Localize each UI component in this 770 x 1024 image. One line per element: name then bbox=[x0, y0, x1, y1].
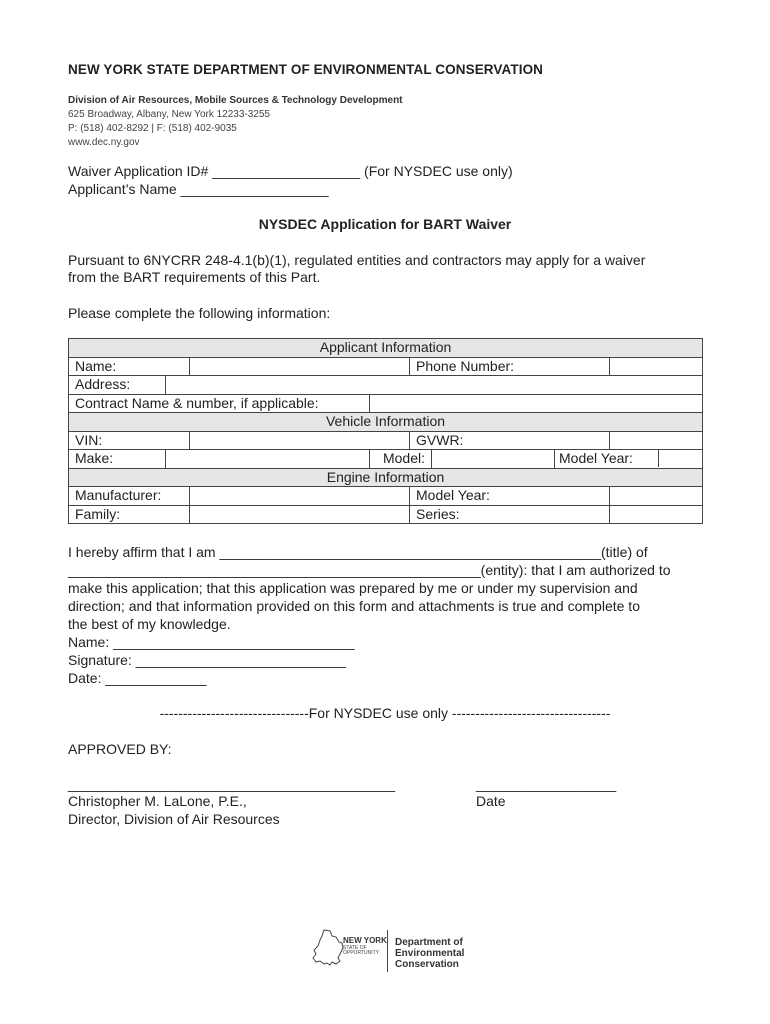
phone-fax: P: (518) 402-8292 | F: (518) 402-9035 bbox=[68, 123, 237, 134]
street-address: 625 Broadway, Albany, New York 12233-3255 bbox=[68, 109, 270, 120]
contract-label: Contract Name & number, if applicable: bbox=[69, 394, 370, 413]
pursuant-line-2: from the BART requirements of this Part. bbox=[68, 269, 321, 285]
dept-line-1: Department of bbox=[395, 937, 463, 948]
engine-info-header: Engine Information bbox=[69, 468, 703, 487]
division-name: Division of Air Resources, Mobile Sources & Technology Development bbox=[68, 95, 403, 106]
ny-tagline-1: STATE OF bbox=[343, 945, 367, 951]
affirmation bbox=[68, 543, 702, 687]
website: www.dec.ny.gov bbox=[68, 137, 140, 148]
signer-name: Christopher M. LaLone, P.E., bbox=[68, 793, 247, 809]
family-field[interactable] bbox=[190, 505, 410, 524]
engine-model-year-field[interactable] bbox=[610, 487, 703, 506]
affirm-line-5: the best of my knowledge. bbox=[68, 616, 231, 632]
approved-by-label: APPROVED BY: bbox=[68, 741, 172, 757]
series-label: Series: bbox=[410, 505, 610, 524]
signer-title: Director, Division of Air Resources bbox=[68, 811, 280, 827]
phone-field[interactable] bbox=[610, 357, 703, 376]
dept-line-2: Environmental bbox=[395, 948, 465, 959]
dept-line-3: Conservation bbox=[395, 959, 459, 970]
affirm-name-line[interactable]: Name: _______________________________ bbox=[68, 634, 355, 650]
affirm-line-1: I hereby affirm that I am _________________________________________________(title) of bbox=[68, 544, 648, 560]
contract-field[interactable] bbox=[370, 394, 703, 413]
new-york-state-map-logo bbox=[310, 928, 346, 968]
address-label: Address: bbox=[69, 376, 166, 395]
engine-model-year-label: Model Year: bbox=[410, 487, 610, 506]
applicant-info-header: Applicant Information bbox=[69, 339, 703, 358]
waiver-id-line: Waiver Application ID# ___________________ (For NYSDEC use only) bbox=[68, 163, 513, 179]
logo-divider bbox=[387, 930, 388, 972]
form-title: NYSDEC Application for BART Waiver bbox=[258, 216, 512, 232]
series-field[interactable] bbox=[610, 505, 703, 524]
gvwr-field[interactable] bbox=[610, 431, 703, 450]
affirm-line-4: direction; and that information provided on this form and attachments is true and complete to bbox=[68, 598, 640, 614]
pursuant-line-1: Pursuant to 6NYCRR 248-4.1(b)(1), regulated entities and contractors may apply for a waiver bbox=[68, 252, 646, 268]
affirm-line-2: _____________________________________________________(entity): that I am authorized to bbox=[68, 562, 671, 578]
dept-wordmark bbox=[395, 937, 464, 970]
affirm-date-line[interactable]: Date: _____________ bbox=[68, 670, 207, 686]
affirm-line-3: make this application; that this application was prepared by me or under my supervision and bbox=[68, 580, 638, 596]
ny-tagline-2: OPPORTUNITY bbox=[343, 950, 380, 956]
vin-label: VIN: bbox=[69, 431, 190, 450]
information-table bbox=[68, 338, 703, 524]
model-field[interactable] bbox=[432, 450, 555, 469]
approver-signature-line: __________________________________________ bbox=[68, 776, 396, 792]
vehicle-model-year-field[interactable] bbox=[659, 450, 702, 467]
name-label: Name: bbox=[69, 357, 190, 376]
manufacturer-field[interactable] bbox=[190, 487, 410, 506]
agency-name: NEW YORK STATE DEPARTMENT OF ENVIRONMENTAL CONSERVATION bbox=[68, 62, 544, 77]
date-label: Date bbox=[476, 793, 506, 809]
vin-field[interactable] bbox=[190, 431, 410, 450]
address-field[interactable] bbox=[166, 376, 703, 395]
family-label: Family: bbox=[69, 505, 190, 524]
instructions: Please complete the following information: bbox=[68, 305, 331, 321]
ny-wordmark: NEW YORK bbox=[343, 936, 387, 945]
make-label: Make: bbox=[69, 450, 166, 469]
approval-date-line: __________________ bbox=[476, 776, 617, 792]
affirm-signature-line[interactable]: Signature: ___________________________ bbox=[68, 652, 346, 668]
name-field[interactable] bbox=[190, 357, 410, 376]
model-label: Model: bbox=[370, 450, 432, 469]
manufacturer-label: Manufacturer: bbox=[69, 487, 190, 506]
office-use-separator: --------------------------------For NYSDEC use only ---------------------------------- bbox=[159, 705, 611, 721]
phone-label: Phone Number: bbox=[410, 357, 610, 376]
vehicle-model-year-label: Model Year: bbox=[555, 450, 659, 467]
make-field[interactable] bbox=[166, 450, 370, 469]
vehicle-info-header: Vehicle Information bbox=[69, 413, 703, 432]
gvwr-label: GVWR: bbox=[410, 431, 610, 450]
applicant-name-line: Applicant’s Name ___________________ bbox=[68, 181, 329, 197]
